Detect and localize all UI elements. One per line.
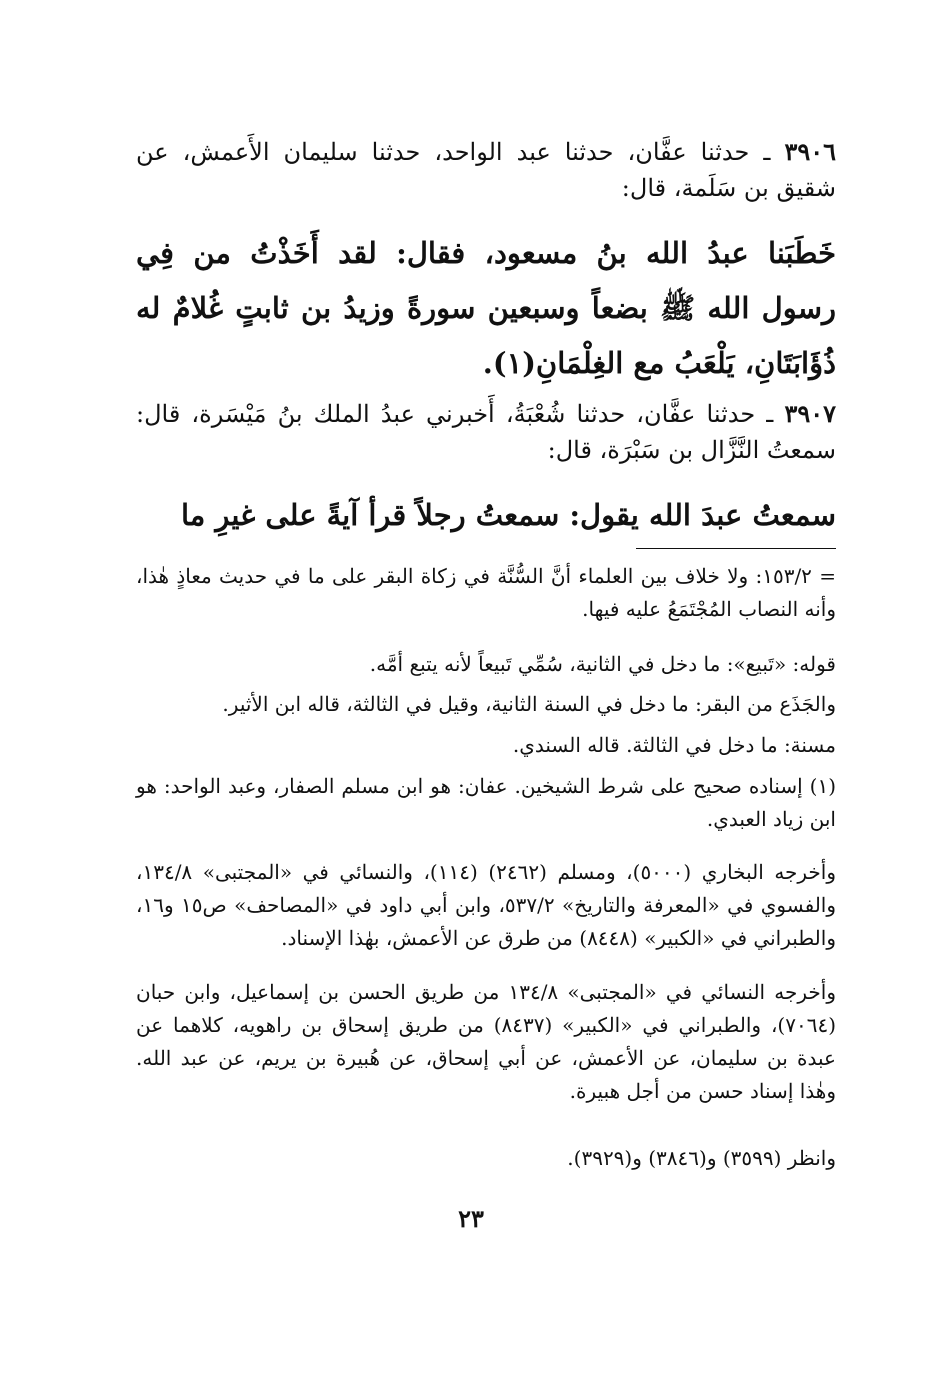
page-number: ٢٣ (458, 1204, 484, 1233)
isnad-text: ـ حدثنا عفَّان، حدثنا عبد الواحد، حدثنا سليمان الأَعمش، عن شقيق بن سَلَمة، قال: (136, 138, 836, 202)
footnote-jadha: والجَذَع من البقر: ما دخل في السنة الثانية، وقيل في الثالثة، قاله ابن الأثير. (222, 692, 836, 716)
hadith-3906-matn: خَطَبَنا عبدُ الله بنُ مسعود، فقال: لقد أَخَذْتُ من فِي رسول الله ﷺ بضعاً وسبعين سورةً وزيدُ بن ثابتٍ غُلامٌ له ذُؤَابَتَانِ، يَلْعَبُ مع الغِلْمَانِ(١). (136, 236, 836, 380)
footnote-1-see-also: وانظر (٣٥٩٩) و(٣٨٤٦) و(٣٩٢٩). (567, 1146, 836, 1170)
footnote-1-takhrij: وأخرجه البخاري (٥٠٠٠)، ومسلم (٢٤٦٢) (١١٤)، والنسائي في «المجتبى» ١٣٤/٨، والفسوي في «المعرفة والتاريخ» ٥٣٧/٢، وابن أبي داود في «المصاحف» ص١٥ و١٦، والطبراني في «الكبير» (٨٤٤٨) من طرق عن الأعمش، بهٰذا الإسناد. (136, 860, 837, 950)
footnote-1-takhrij-2: وأخرجه النسائي في «المجتبى» ١٣٤/٨ من طريق الحسن بن إسماعيل، وابن حبان (٧٠٦٤)، والطبراني في «الكبير» (٨٤٣٧) من طريق إسحاق بن راهويه، كلاهما عن عبدة بن سليمان، عن الأعمش، عن أبي إسحاق، عن هُبيرة بن يريم، عن عبد الله. وهٰذا إسناد حسن من أجل هبيرة. (136, 980, 836, 1103)
hadith-3906-isnad (136, 134, 836, 206)
footnote-separator (636, 548, 836, 549)
footnote-tabi: قوله: «تَبيع»: ما دخل في الثانية، سُمِّي تَبيعاً لأنه يتبع أمَّه. (369, 652, 836, 676)
hadith-number: ٣٩٠٧ (784, 399, 836, 428)
footnote-1-isnad: (١) إسناده صحيح على شرط الشيخين. عفان: هو ابن مسلم الصفار، وعبد الواحد: هو ابن زياد العبدي. (136, 774, 836, 831)
footnote-musinna: مسنة: ما دخل في الثالثة. قاله السندي. (512, 733, 836, 757)
hadith-3907-isnad (136, 396, 836, 468)
hadith-number: ٣٩٠٦ (784, 137, 836, 166)
isnad-text: ـ حدثنا عفَّان، حدثنا شُعْبَةُ، أَخبرني عبدُ الملك بنُ مَيْسَرة، قال: سمعتُ النَّزَّال بن سَبْرَة، قال: (136, 400, 836, 464)
hadith-3907-matn: سمعتُ عبدَ الله يقول: سمعتُ رجلاً قرأ آيةً على غيرِ ما (180, 498, 836, 532)
footnote-continuation: = ١٥٣/٢: ولا خلاف بين العلماء أنَّ السُّنَّة في زكاة البقر على ما في حديث معاذٍ هٰذا، وأنه النصاب المُجْتَمَعُ عليه فيها. (136, 564, 836, 621)
